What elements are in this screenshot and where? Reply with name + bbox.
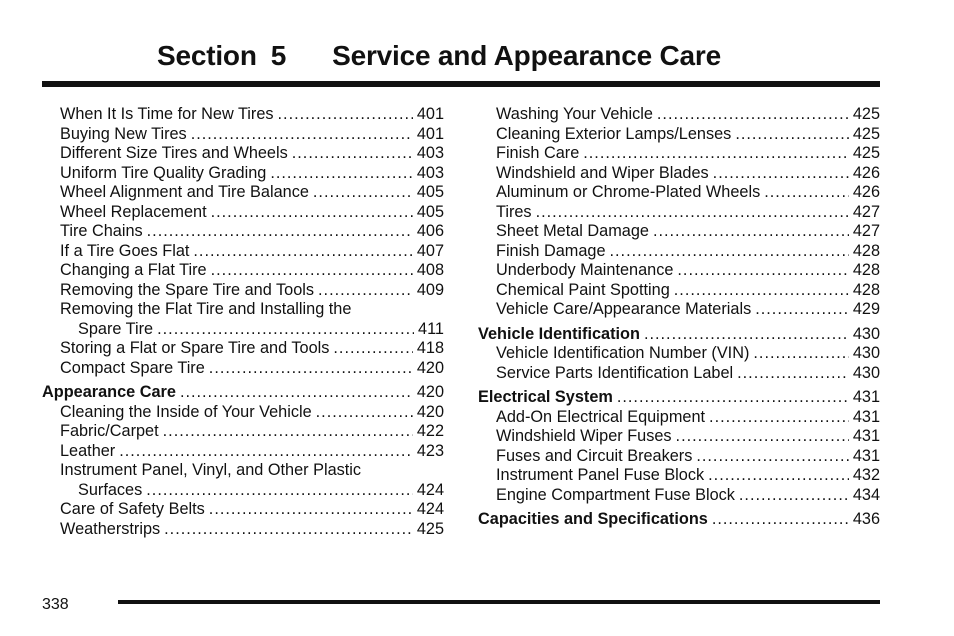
toc-entry[interactable]: [42, 520, 444, 540]
toc-leader-dots: [713, 164, 849, 184]
toc-leader-dots: [755, 300, 849, 320]
toc-entry-label: Fuses and Circuit Breakers: [496, 446, 693, 465]
header-rule: [42, 81, 880, 87]
toc-entry-label: Electrical System: [478, 388, 613, 406]
toc-entry[interactable]: [478, 408, 880, 428]
toc-page-number: 427: [852, 222, 880, 240]
toc-entry-label: Capacities and Specifications: [478, 510, 708, 528]
toc-page-number: 411: [418, 319, 444, 338]
toc-entry-label: Washing Your Vehicle: [496, 105, 653, 123]
toc-leader-dots: [709, 408, 849, 428]
toc-section-heading[interactable]: [478, 510, 880, 530]
toc-entry[interactable]: [478, 164, 880, 184]
toc-page-number: 406: [416, 222, 444, 240]
toc-entry[interactable]: [478, 125, 880, 145]
toc-right-column: [478, 105, 880, 530]
toc-entry[interactable]: [42, 242, 444, 262]
toc-leader-dots: [180, 383, 413, 403]
toc-entry-label: Tire Chains: [60, 222, 143, 240]
toc-leader-dots: [191, 125, 413, 145]
toc-page-number: 407: [416, 241, 444, 260]
toc-leader-dots: [737, 364, 849, 384]
toc-page-number: 428: [852, 280, 880, 299]
toc-entry[interactable]: [478, 300, 880, 320]
toc-leader-dots: [708, 466, 849, 486]
toc-page-number: 431: [852, 388, 880, 406]
toc-entry-label: Aluminum or Chrome-Plated Wheels: [496, 183, 761, 201]
toc-entry-label: Finish Care: [496, 144, 580, 162]
toc-entry[interactable]: [42, 500, 444, 520]
toc-page-number: 425: [852, 105, 880, 123]
toc-entry-label: Vehicle Identification Number (VIN): [496, 344, 750, 362]
toc-leader-dots: [157, 320, 414, 340]
toc-entry[interactable]: [42, 125, 444, 145]
toc-page-number: 430: [852, 344, 880, 362]
toc-leader-dots: [211, 261, 413, 281]
toc-leader-dots: [677, 261, 848, 281]
toc-leader-dots: [653, 222, 849, 242]
toc-entry[interactable]: [42, 442, 444, 462]
toc-leader-dots: [278, 105, 413, 125]
toc-entry-label: Spare Tire: [78, 319, 154, 338]
toc-entry[interactable]: [478, 261, 880, 281]
toc-entry[interactable]: [42, 164, 444, 184]
toc-leader-dots: [292, 144, 413, 164]
footer-rule: [118, 600, 880, 604]
toc-entry[interactable]: [42, 105, 444, 125]
toc-entry[interactable]: [42, 320, 444, 340]
toc-page-number: 434: [852, 485, 880, 504]
toc-entry[interactable]: [478, 427, 880, 447]
toc-section-heading[interactable]: [42, 383, 444, 403]
toc-leader-dots: [193, 242, 412, 262]
toc-entry-label: Vehicle Identification: [478, 324, 640, 343]
toc-entry[interactable]: [478, 144, 880, 164]
toc-page-number: 405: [416, 183, 444, 201]
toc-leader-dots: [318, 281, 413, 301]
toc-entry[interactable]: [478, 466, 880, 486]
toc-entry[interactable]: [42, 300, 444, 320]
section-heading: [157, 40, 721, 72]
toc-leader-dots: [617, 388, 849, 408]
toc-entry-label: Appearance Care: [42, 383, 176, 401]
toc-page-number: 428: [852, 261, 880, 279]
toc-entry[interactable]: [42, 481, 444, 501]
toc-page-number: 432: [852, 466, 880, 484]
toc-entry[interactable]: [478, 364, 880, 384]
toc-leader-dots: [764, 183, 849, 203]
toc-page-number: 429: [852, 300, 880, 318]
toc-leader-dots: [739, 486, 849, 506]
toc-page-number: 430: [852, 324, 880, 343]
toc-entry-label: Engine Compartment Fuse Block: [496, 485, 735, 504]
toc-page-number: 418: [416, 339, 444, 357]
toc-leader-dots: [676, 427, 849, 447]
toc-page-number: 427: [852, 202, 880, 221]
toc-page-number: 426: [852, 163, 880, 182]
page-number: 338: [42, 596, 69, 613]
toc-page-number: 420: [416, 402, 444, 421]
toc-page-number: 426: [852, 183, 880, 201]
toc-leader-dots: [164, 520, 413, 540]
toc-entry-label: Add-On Electrical Equipment: [496, 407, 706, 426]
toc-page-number: 430: [852, 363, 880, 382]
toc-entry-label: Compact Spare Tire: [60, 358, 205, 377]
toc-entry[interactable]: [42, 359, 444, 379]
toc-entry-label: Buying New Tires: [60, 124, 187, 143]
toc-leader-dots: [333, 339, 412, 359]
toc-entry-label: Sheet Metal Damage: [496, 222, 649, 240]
toc-entry[interactable]: [42, 144, 444, 164]
toc-entry-label: Wheel Replacement: [60, 202, 207, 221]
toc-entry[interactable]: [478, 344, 880, 364]
toc-entry[interactable]: [42, 422, 444, 442]
toc-entry[interactable]: [478, 183, 880, 203]
toc-entry[interactable]: [478, 486, 880, 506]
toc-leader-dots: [696, 447, 848, 467]
toc-entry-label: When It Is Time for New Tires: [60, 105, 274, 123]
section-title: Service and Appearance Care: [332, 40, 721, 71]
toc-leader-dots: [163, 422, 413, 442]
toc-entry-label: Cleaning the Inside of Your Vehicle: [60, 402, 312, 421]
toc-leader-dots: [753, 344, 848, 364]
toc-page-number: 403: [416, 163, 444, 182]
section-label: Section: [157, 40, 257, 71]
toc-entry-label: Changing a Flat Tire: [60, 261, 207, 279]
toc-leader-dots: [146, 481, 413, 501]
toc-entry-label: Wheel Alignment and Tire Balance: [60, 183, 309, 201]
toc-leader-dots: [316, 403, 413, 423]
toc-page-number: 405: [416, 202, 444, 221]
toc-leader-dots: [270, 164, 413, 184]
toc-entry-label: Surfaces: [78, 480, 143, 499]
toc-entry[interactable]: [42, 203, 444, 223]
toc-page-number: 423: [416, 441, 444, 460]
toc-leader-dots: [712, 510, 849, 530]
toc-page-number: 425: [852, 124, 880, 143]
toc-section-heading[interactable]: [478, 388, 880, 408]
toc-entry[interactable]: [478, 222, 880, 242]
toc-entry[interactable]: [42, 261, 444, 281]
toc-entry-label: Removing the Spare Tire and Tools: [60, 280, 315, 299]
toc-leader-dots: [610, 242, 849, 262]
toc-page-number: 425: [852, 144, 880, 162]
toc-entry[interactable]: [42, 222, 444, 242]
toc-leader-dots: [211, 203, 413, 223]
toc-entry-label: Instrument Panel, Vinyl, and Other Plastic: [60, 461, 362, 479]
section-number: 5: [270, 40, 287, 71]
toc-entry-label: Windshield and Wiper Blades: [496, 163, 709, 182]
toc-page-number: 431: [852, 446, 880, 465]
toc-page-number: 424: [416, 480, 444, 499]
toc-entry-label: Finish Damage: [496, 241, 606, 260]
toc-entry-label: Underbody Maintenance: [496, 261, 674, 279]
toc-leader-dots: [119, 442, 413, 462]
toc-entry-label: Vehicle Care/Appearance Materials: [496, 300, 752, 318]
toc-leader-dots: [657, 105, 849, 125]
toc-leader-dots: [644, 325, 849, 345]
toc-page-number: 436: [852, 510, 880, 528]
toc-page-number: 403: [416, 144, 444, 162]
toc-entry[interactable]: [42, 403, 444, 423]
toc-page-number: 401: [416, 105, 444, 123]
toc-page-number: 424: [416, 500, 444, 518]
toc-page-number: 422: [416, 422, 444, 440]
toc-entry-label: If a Tire Goes Flat: [60, 241, 190, 260]
toc-leader-dots: [209, 359, 413, 379]
toc-entry-label: Chemical Paint Spotting: [496, 280, 670, 299]
toc-entry-label: Instrument Panel Fuse Block: [496, 466, 705, 484]
toc-entry-label: Windshield Wiper Fuses: [496, 427, 672, 445]
toc-entry[interactable]: [478, 203, 880, 223]
toc-page-number: 428: [852, 241, 880, 260]
toc-leader-dots: [209, 500, 413, 520]
toc-entry-label: Cleaning Exterior Lamps/Lenses: [496, 124, 732, 143]
toc-entry-label: Service Parts Identification Label: [496, 363, 734, 382]
toc-leader-dots: [536, 203, 849, 223]
toc-entry-label: Leather: [60, 441, 116, 460]
toc-section-heading[interactable]: [478, 325, 880, 345]
toc-entry-label: Removing the Flat Tire and Installing the: [60, 300, 352, 318]
toc-entry-label: Uniform Tire Quality Grading: [60, 163, 267, 182]
toc-entry-label: Weatherstrips: [60, 519, 161, 538]
toc-page-number: 420: [416, 383, 444, 401]
toc-leader-dots: [674, 281, 849, 301]
toc-leader-dots: [583, 144, 849, 164]
toc-page-number: 409: [416, 280, 444, 299]
toc-leader-dots: [147, 222, 413, 242]
toc-page-number: 431: [852, 407, 880, 426]
toc-page-number: 401: [416, 124, 444, 143]
toc-leader-dots: [313, 183, 413, 203]
toc-entry-label: Storing a Flat or Spare Tire and Tools: [60, 339, 330, 357]
toc-page-number: 408: [416, 261, 444, 279]
toc-entry[interactable]: [478, 447, 880, 467]
toc-entry[interactable]: [478, 281, 880, 301]
toc-entry-label: Different Size Tires and Wheels: [60, 144, 288, 162]
toc-entry[interactable]: [42, 339, 444, 359]
toc-entry[interactable]: [42, 281, 444, 301]
toc-entry[interactable]: [478, 105, 880, 125]
toc-page-number: 431: [852, 427, 880, 445]
toc-entry[interactable]: [42, 461, 444, 481]
toc-entry[interactable]: [478, 242, 880, 262]
toc-entry-label: Care of Safety Belts: [60, 500, 205, 518]
toc-leader-dots: [735, 125, 849, 145]
toc-page-number: 420: [416, 358, 444, 377]
toc-entry-label: Fabric/Carpet: [60, 422, 159, 440]
toc-page-number: 425: [416, 519, 444, 538]
toc-entry[interactable]: [42, 183, 444, 203]
toc-entry-label: Tires: [496, 202, 532, 221]
toc-left-column: [42, 105, 444, 539]
